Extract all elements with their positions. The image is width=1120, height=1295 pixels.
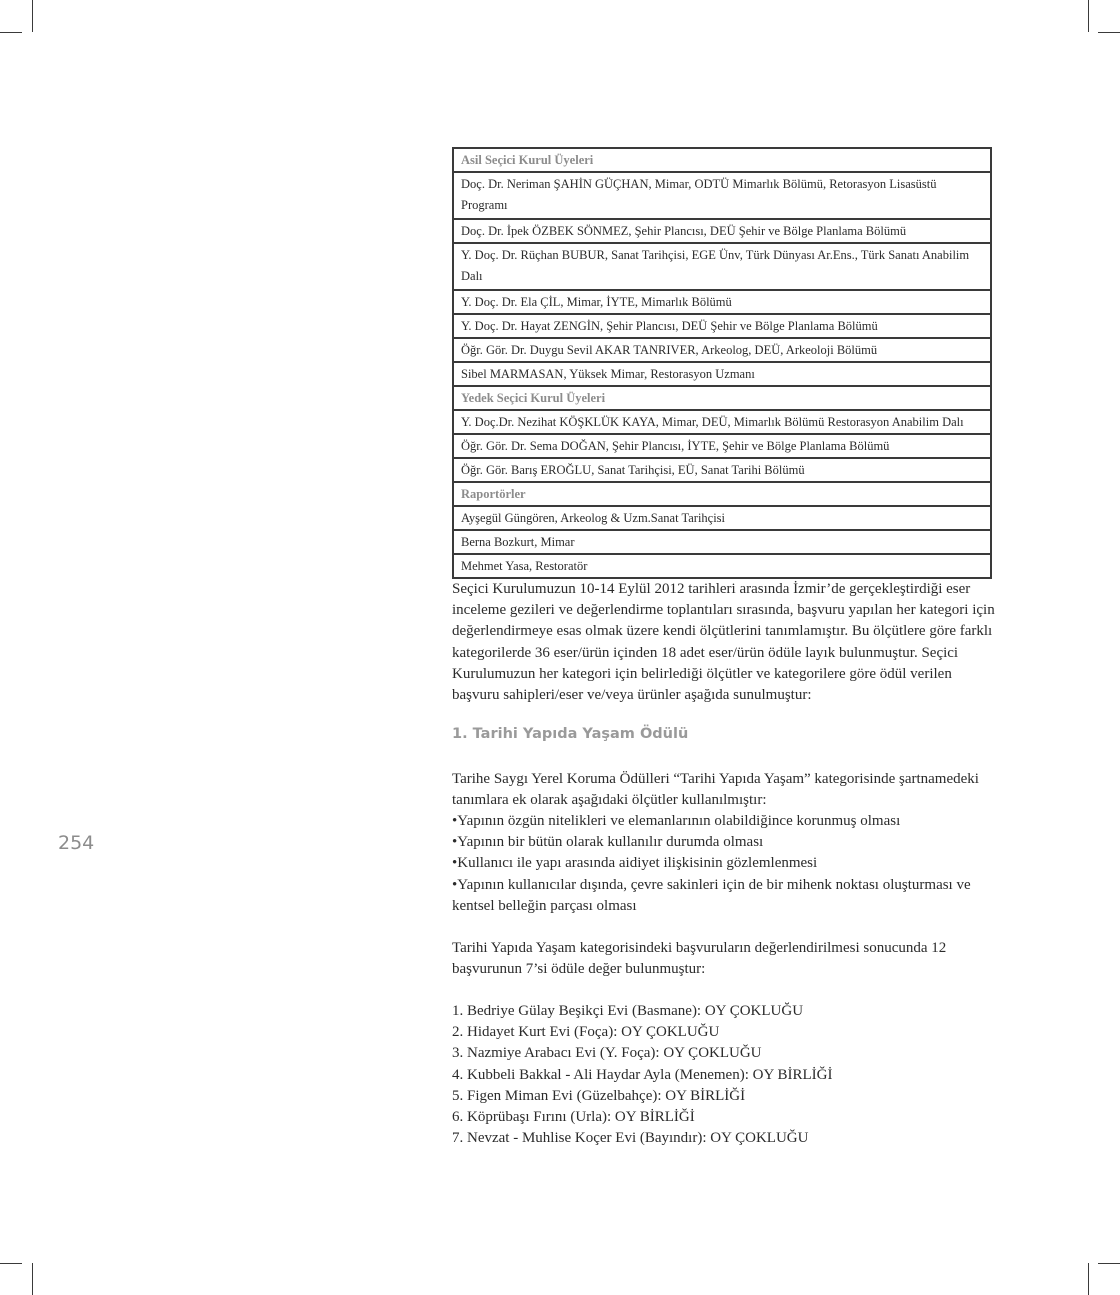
crop-mark [1088, 1263, 1089, 1295]
crop-mark [1098, 1263, 1120, 1264]
table-row [453, 314, 991, 338]
table-row [453, 148, 991, 172]
raportor: Ayşegül Güngören, Arkeolog & Uzm.Sanat Tarihçisi [453, 506, 991, 530]
committee-member: Sibel MARMASAN, Yüksek Mimar, Restorasyon Uzmanı [453, 362, 991, 386]
intro-paragraph: Seçici Kurulumuzun 10-14 Eylül 2012 tarihleri arasında İzmir’de gerçekleştirdiği eser inceleme gezileri ve değerlendirme toplantıları sırasında, başvuru yapılan her kategori için değerlendirmeye esas olmak üzere kendi ölçütlerini tanımlamıştır. Bu ölçütlere göre farklı kategorilerde 36 eser/ürün içinden 18 adet eser/ürün ödüle layık bulunmuştur. Seçici Kurulumuzun her kategori için belirlediği ölçütler ve kategorilere göre ödül verilen başvuru sahipleri/eser ve/veya ürünler aşağıda sunulmuştur: [452, 581, 995, 704]
page-number: 254 [58, 832, 95, 854]
table-row [453, 482, 991, 506]
crop-mark [32, 1263, 33, 1295]
raportor: Mehmet Yasa, Restoratör [453, 554, 991, 578]
section-heading: 1. Tarihi Yapıda Yaşam Ödülü [452, 726, 689, 742]
committee-member: Doç. Dr. Neriman ŞAHİN GÜÇHAN, Mimar, ODTÜ Mimarlık Bölümü, Retorasyon Lisasüstü Programı [453, 172, 991, 219]
table-row [453, 434, 991, 458]
committee-member: Y. Doç. Dr. Rüçhan BUBUR, Sanat Tarihçisi, EGE Ünv, Türk Dünyası Ar.Ens., Türk Sanatı Anabilim Dalı [453, 243, 991, 290]
list-item: 6. Köprübaşı Fırını (Urla): OY BİRLİĞİ [452, 1109, 695, 1126]
committee-member: Y. Doç.Dr. Nezihat KÖŞKLÜK KAYA, Mimar, DEÜ, Mimarlık Bölümü Restorasyon Anabilim Dalı [453, 410, 991, 434]
table-row [453, 386, 991, 410]
table-row [453, 458, 991, 482]
committee-member: Doç. Dr. İpek ÖZBEK SÖNMEZ, Şehir Plancısı, DEÜ Şehir ve Bölge Planlama Bölümü [453, 219, 991, 243]
list-item: • Yapının kullanıcılar dışında, çevre sakinleri için de bir mihenk noktası oluşturması ve kentsel belleğin parçası olması [452, 875, 998, 917]
committee-member: Öğr. Gör. Dr. Sema DOĞAN, Şehir Plancısı, İYTE, Şehir ve Bölge Planlama Bölümü [453, 434, 991, 458]
criteria-list [452, 811, 998, 917]
crop-mark [32, 0, 33, 32]
committee-member: Öğr. Gör. Dr. Duygu Sevil AKAR TANRIVER, Arkeolog, DEÜ, Arkeoloji Bölümü [453, 338, 991, 362]
winners-list [452, 1001, 998, 1149]
table-row [453, 338, 991, 362]
committee-member: Öğr. Gör. Barış EROĞLU, Sanat Tarihçisi, EÜ, Sanat Tarihi Bölümü [453, 458, 991, 482]
committee-member: Y. Doç. Dr. Hayat ZENGİN, Şehir Plancısı, DEÜ Şehir ve Bölge Planlama Bölümü [453, 314, 991, 338]
crop-mark [0, 1263, 22, 1264]
committee-table [452, 147, 992, 579]
crop-mark [0, 32, 22, 33]
table-row [453, 243, 991, 290]
list-item: 2. Hidayet Kurt Evi (Foça): OY ÇOKLUĞU [452, 1024, 720, 1041]
list-item: 5. Figen Miman Evi (Güzelbahçe): OY BİRLİĞİ [452, 1087, 746, 1104]
asil-section-title: Asil Seçici Kurul Üyeleri [453, 148, 991, 172]
list-item: 4. Kubbeli Bakkal - Ali Haydar Ayla (Menemen): OY BİRLİĞİ [452, 1066, 833, 1083]
table-row [453, 362, 991, 386]
yedek-section-title: Yedek Seçici Kurul Üyeleri [453, 386, 991, 410]
crop-mark [1088, 0, 1089, 32]
list-item: 1. Bedriye Gülay Beşikçi Evi (Basmane): OY ÇOKLUĞU [452, 1003, 804, 1019]
list-item: • Yapının bir bütün olarak kullanılır durumda olması [452, 832, 998, 853]
raportor-section-title: Raportörler [453, 482, 991, 506]
list-item: 3. Nazmiye Arabacı Evi (Y. Foça): OY ÇOKLUĞU [452, 1045, 762, 1062]
result-paragraph: Tarihi Yapıda Yaşam kategorisindeki başvuruların değerlendirilmesi sonucunda 12 başvurunun 7’si ödüle değer bulunmuştur: [452, 940, 947, 978]
list-item: • Yapının özgün nitelikleri ve elemanlarının olabildiğince korunmuş olması [452, 811, 998, 832]
crop-mark [1098, 32, 1120, 33]
list-item: • Kullanıcı ile yapı arasında aidiyet ilişkisinin gözlemlenmesi [452, 853, 998, 874]
table-row [453, 530, 991, 554]
table-row [453, 410, 991, 434]
table-row [453, 506, 991, 530]
raportor: Berna Bozkurt, Mimar [453, 530, 991, 554]
list-item: 7. Nevzat - Muhlise Koçer Evi (Bayındır): OY ÇOKLUĞU [452, 1130, 809, 1147]
table-row [453, 554, 991, 578]
table-row [453, 219, 991, 243]
committee-member: Y. Doç. Dr. Ela ÇİL, Mimar, İYTE, Mimarlık Bölümü [453, 290, 991, 314]
table-row [453, 290, 991, 314]
table-row [453, 172, 991, 219]
criteria-intro-paragraph: Tarihe Saygı Yerel Koruma Ödülleri “Tarihi Yapıda Yaşam” kategorisinde şartnamedeki tanımlara ek olarak aşağıdaki ölçütler kullanılmıştır: [452, 771, 979, 809]
